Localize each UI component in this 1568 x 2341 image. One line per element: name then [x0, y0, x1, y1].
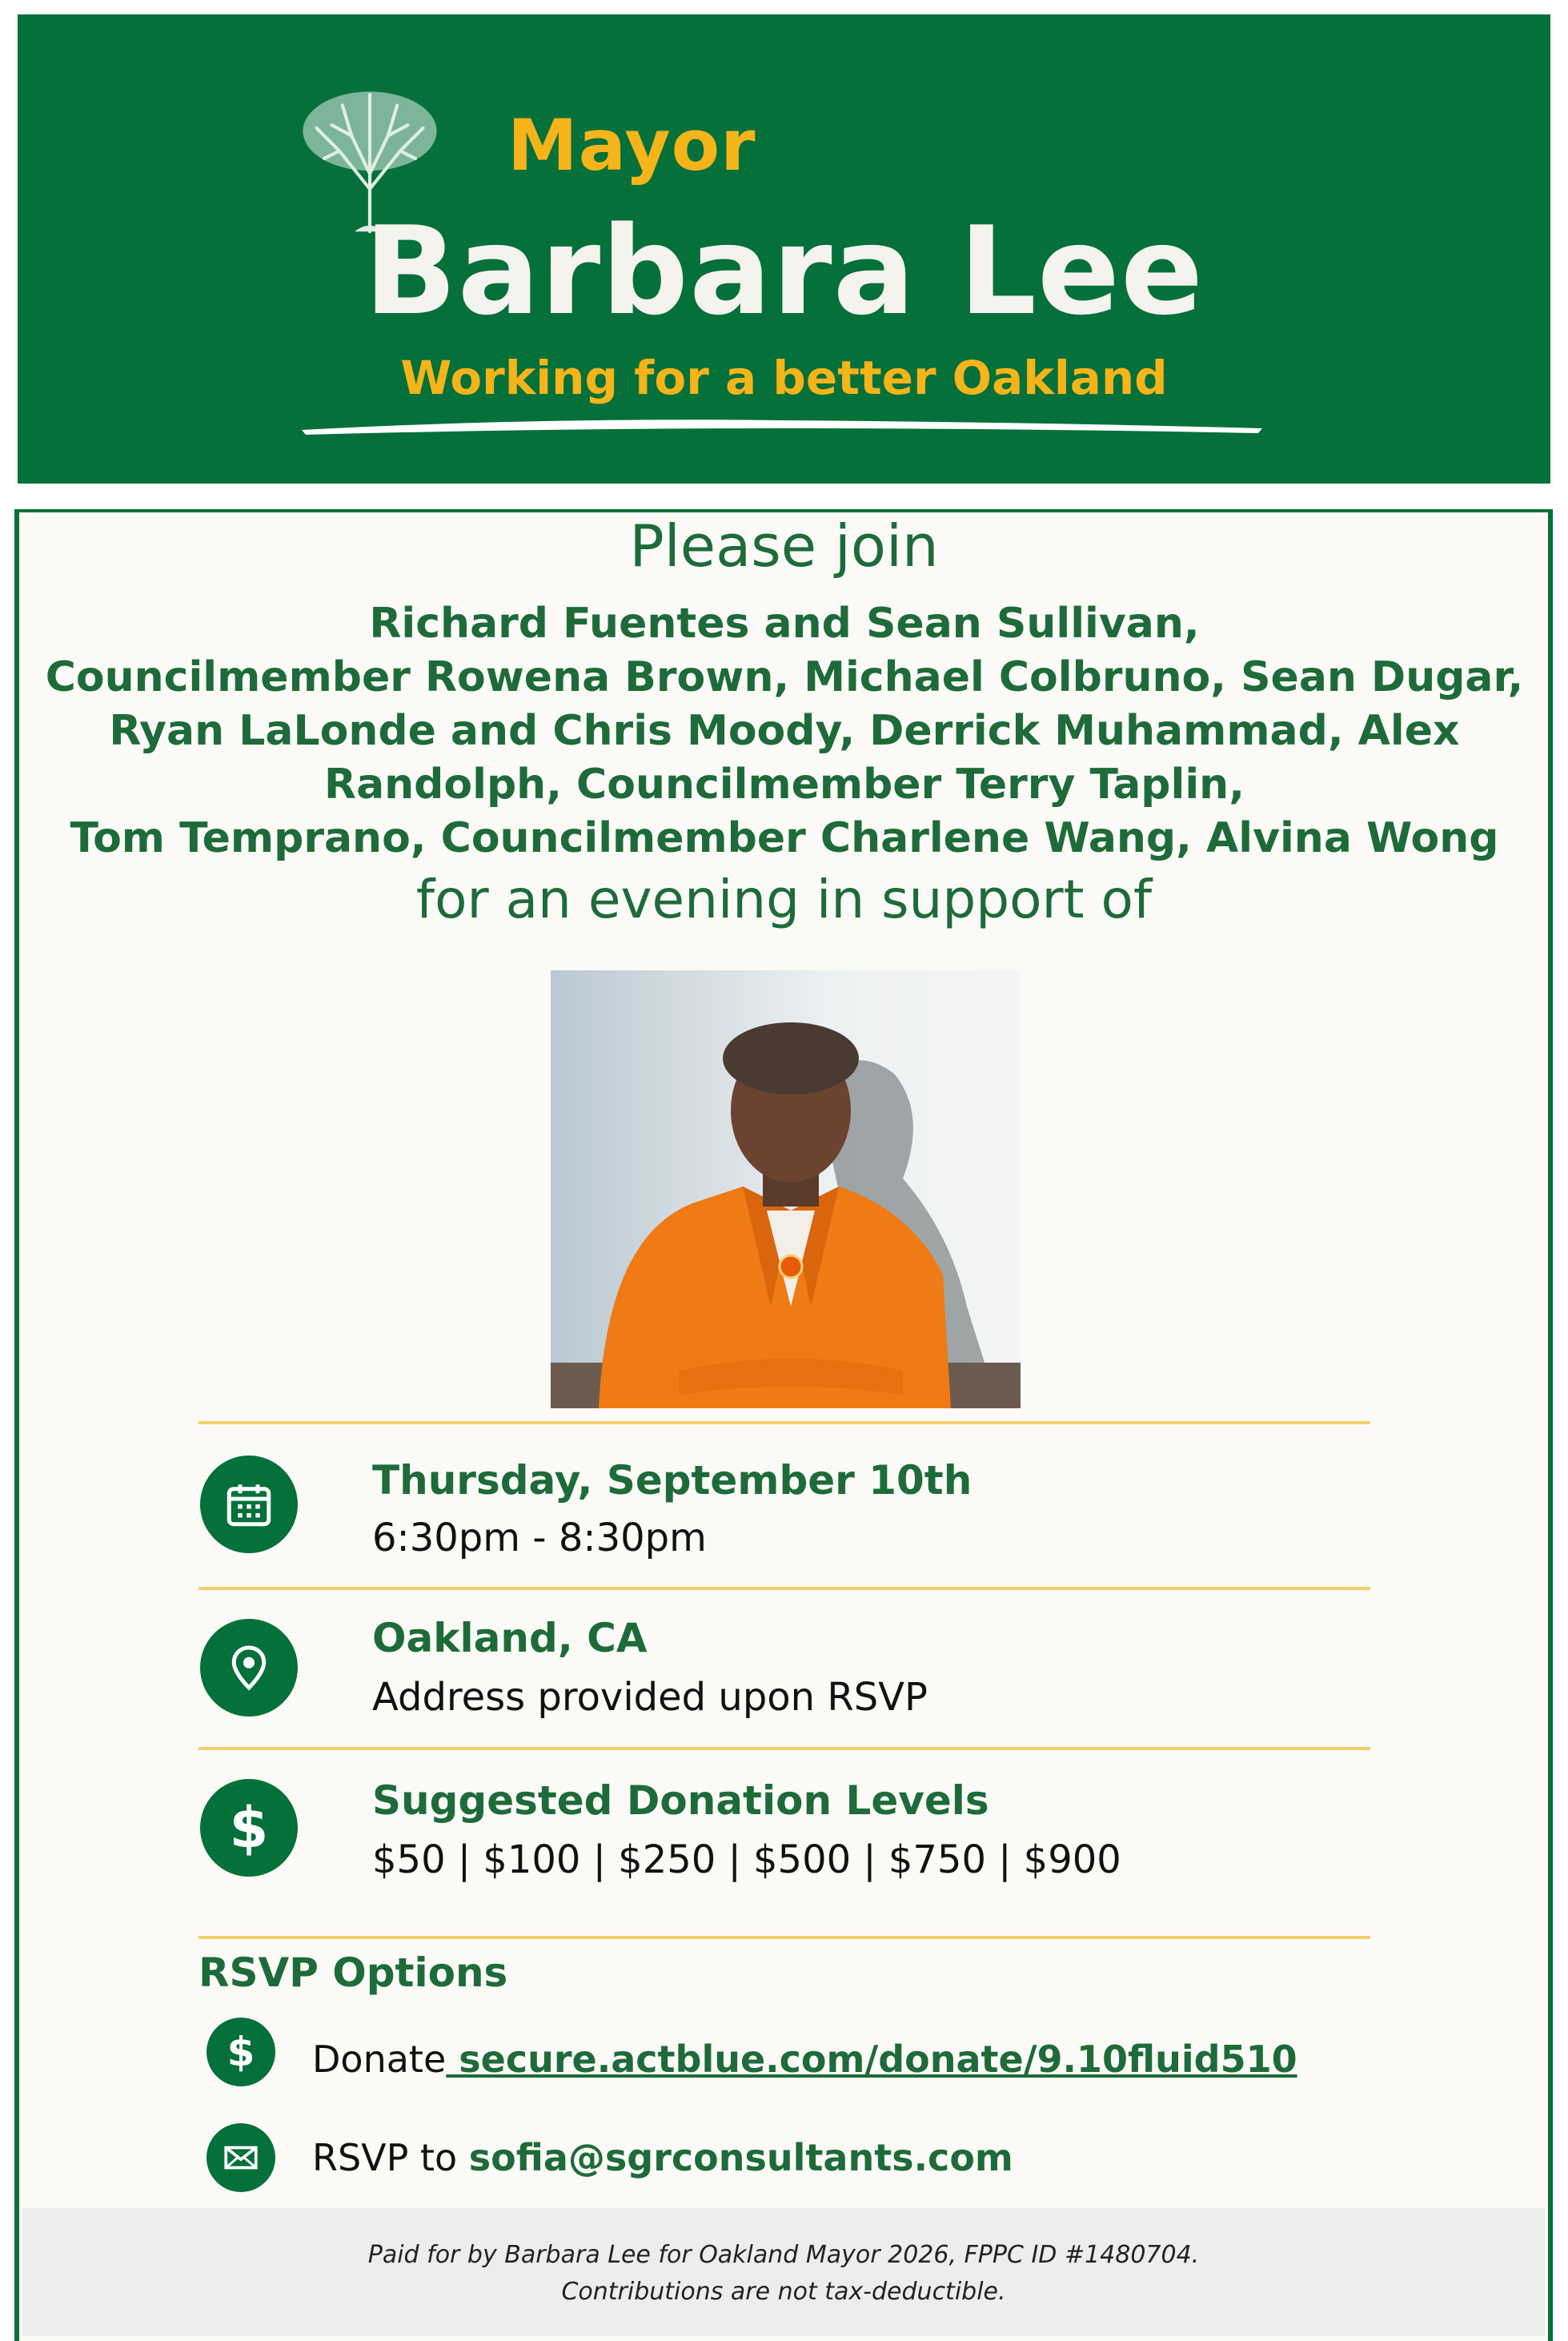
host-line: Randolph, Councilmember Terry Taplin, [324, 761, 1245, 809]
event-date: Thursday, September 10th [372, 1457, 972, 1504]
donation-levels: $50 | $100 | $250 | $500 | $750 | $900 [372, 1837, 1121, 1882]
dollar-icon: $ [227, 2029, 255, 2075]
email-line [312, 2136, 1013, 2179]
divider [199, 1936, 1370, 1939]
calendar-icon [223, 1478, 275, 1531]
email-label: RSVP to [312, 2136, 469, 2179]
donation-levels-title: Suggested Donation Levels [372, 1777, 989, 1824]
disclaimer-line: Paid for by Barbara Lee for Oakland Mayor 2026, FPPC ID #1480704. [367, 2241, 1200, 2269]
rsvp-title: RSVP Options [199, 1949, 508, 1996]
rsvp-email-link[interactable]: sofia@sgrconsultants.com [468, 2136, 1013, 2179]
event-address-note: Address provided upon RSVP [372, 1675, 928, 1720]
host-line: Ryan LaLonde and Chris Moody, Derrick Muhammad, Alex [109, 707, 1460, 755]
email-icon-badge [207, 2123, 275, 2192]
dollar-icon-badge [200, 1779, 298, 1877]
donate-link[interactable]: secure.actblue.com/donate/9.10fluid510 [446, 2038, 1297, 2081]
candidate-name: Barbara Lee [363, 200, 1205, 342]
divider [199, 1587, 1370, 1590]
host-line: Councilmember Rowena Brown, Michael Colbruno, Sean Dugar, [45, 653, 1524, 701]
please-join: Please join [629, 512, 939, 580]
donate-line [312, 2038, 1297, 2081]
brush-underline [302, 411, 1262, 443]
dollar-icon: $ [229, 1795, 269, 1861]
donate-icon-badge [207, 2018, 275, 2086]
host-line: Tom Temprano, Councilmember Charlene Wang, Alvina Wong [70, 814, 1499, 862]
disclaimer-footer [22, 2208, 1545, 2336]
disclaimer-line: Contributions are not tax-deductible. [561, 2278, 1006, 2306]
envelope-icon [221, 2138, 261, 2178]
location-icon-badge [200, 1619, 298, 1717]
divider [199, 1747, 1370, 1750]
host-list [32, 597, 1537, 865]
header-banner [14, 11, 1554, 487]
mayor-label: Mayor [507, 104, 756, 187]
divider [199, 1421, 1370, 1424]
event-city: Oakland, CA [372, 1615, 648, 1661]
location-pin-icon [225, 1644, 273, 1692]
candidate-portrait [551, 970, 1021, 1408]
donate-label: Donate [312, 2038, 447, 2081]
tagline: Working for a better Oakland [400, 351, 1168, 405]
support-line: for an evening in support of [415, 869, 1153, 930]
calendar-icon-badge [200, 1456, 298, 1553]
event-time: 6:30pm - 8:30pm [372, 1516, 707, 1560]
host-line: Richard Fuentes and Sean Sullivan, [369, 600, 1200, 648]
